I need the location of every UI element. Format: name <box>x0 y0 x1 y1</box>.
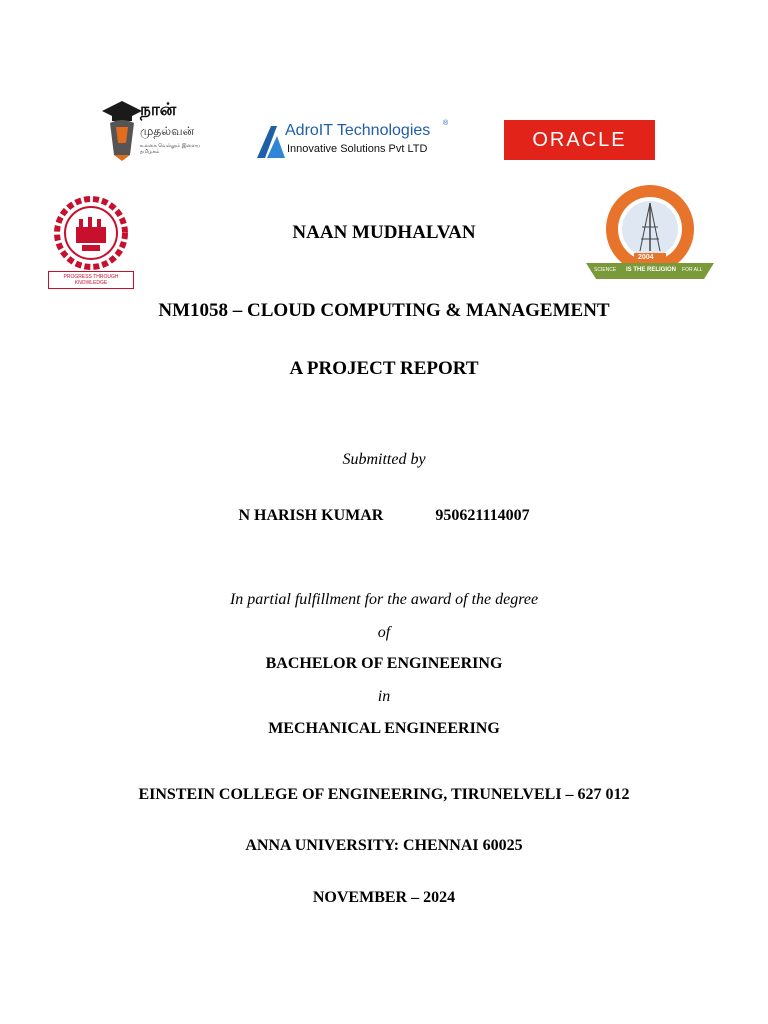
university-name: ANNA UNIVERSITY: CHENNAI 60025 <box>245 837 523 854</box>
student-name: N HARISH KUMAR <box>238 507 384 524</box>
adroit-a-icon <box>255 124 287 160</box>
naan-mudhalvan-line1: நான் <box>140 100 177 120</box>
program-title: NAAN MUDHALVAN <box>292 222 476 243</box>
einstein-year: 2004 <box>638 254 654 261</box>
anna-university-motto: PROGRESS THROUGH KNOWLEDGE <box>48 271 134 289</box>
degree-name: BACHELOR OF ENGINEERING <box>265 655 503 672</box>
einstein-motto-right: FOR ALL <box>682 267 703 273</box>
oracle-logo <box>504 120 655 160</box>
adroit-registered: ® <box>443 120 449 127</box>
college-name: EINSTEIN COLLEGE OF ENGINEERING, TIRUNELVELI – 627 012 <box>138 786 630 803</box>
report-type: A PROJECT REPORT <box>289 358 479 379</box>
adroit-name: AdroIT Technologies <box>285 122 431 139</box>
course-title: NM1058 – CLOUD COMPUTING & MANAGEMENT <box>158 300 610 321</box>
fulfillment-text: In partial fulfillment for the award of the degree <box>229 591 539 608</box>
naan-mudhalvan-tagline: உலகை வெல்லும் இளைய தமிழகம் <box>140 143 201 155</box>
of-text: of <box>377 624 391 641</box>
register-number: 950621114007 <box>435 507 530 524</box>
naan-mudhalvan-logo <box>100 97 220 163</box>
in-text: in <box>377 688 391 705</box>
einstein-motto-left: SCIENCE <box>594 267 617 273</box>
oracle-name: ORACLE <box>532 128 627 151</box>
submitted-by-label: Submitted by <box>342 451 426 468</box>
student-row <box>0 507 768 525</box>
einstein-motto-mid: IS THE RELIGION <box>626 267 677 273</box>
naan-mudhalvan-line2: முதல்வன் <box>140 124 195 138</box>
report-date: NOVEMBER – 2024 <box>312 889 456 906</box>
branch-name: MECHANICAL ENGINEERING <box>268 720 500 737</box>
adroit-subtitle: Innovative Solutions Pvt LTD <box>287 143 428 155</box>
adroit-technologies-logo <box>255 120 455 160</box>
